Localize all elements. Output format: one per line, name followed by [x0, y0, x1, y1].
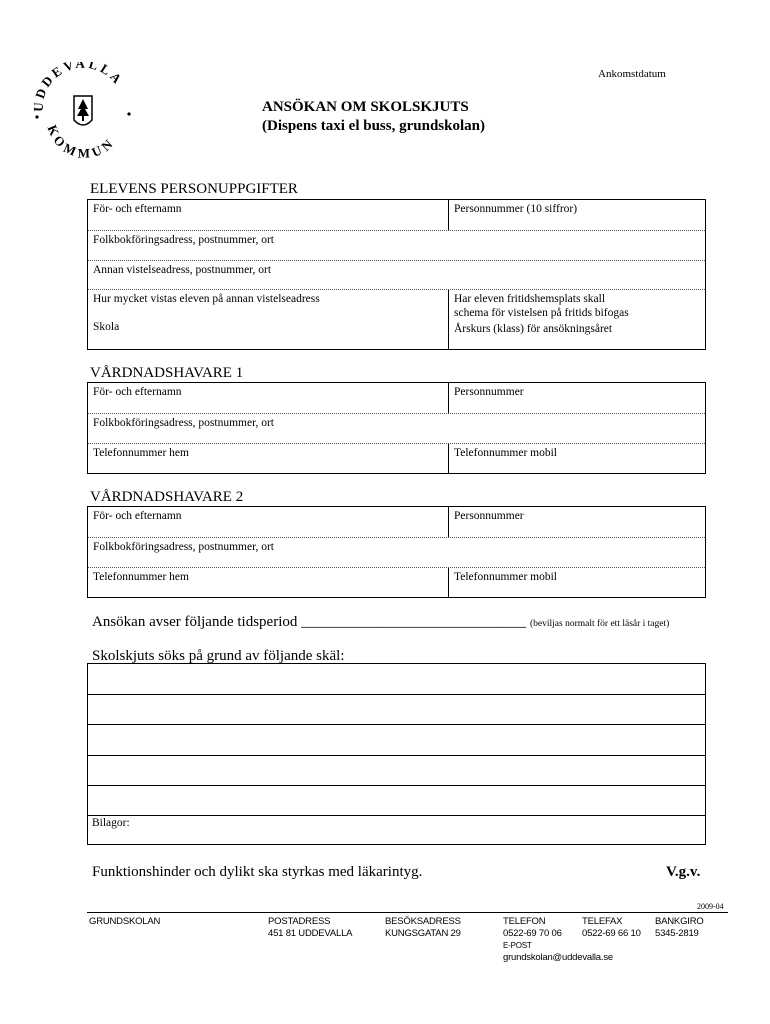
- field-label: Hur mycket vistas eleven på annan vistelseadress: [93, 293, 320, 305]
- field-label: Telefonnummer hem: [93, 571, 189, 583]
- student-section-heading: ELEVENS PERSONUPPGIFTER: [90, 181, 298, 197]
- footer-postal-label: POSTADRESS: [268, 916, 331, 927]
- guardian2-name-field[interactable]: [88, 507, 448, 537]
- footer-bank-value: 5345-2819: [655, 928, 699, 939]
- footer-phone-label: TELEFON: [503, 916, 546, 927]
- field-label: För- och efternamn: [93, 386, 182, 398]
- field-label: Årskurs (klass) för ansökningsåret: [454, 323, 613, 335]
- guardian1-phone-mobile-field[interactable]: [448, 444, 705, 473]
- student-school-field[interactable]: [88, 318, 448, 350]
- student-other-address-field[interactable]: [88, 261, 705, 289]
- field-label: Telefonnummer mobil: [454, 447, 557, 459]
- student-name-field[interactable]: [88, 200, 448, 230]
- student-extra-row: [88, 289, 705, 349]
- period-field[interactable]: Ansökan avser följande tidsperiod ______________________________: [92, 614, 527, 630]
- period-note: (beviljas normalt för ett läsår i taget): [530, 619, 670, 629]
- footer-visit-label: BESÖKSADRESS: [385, 916, 461, 927]
- guardian1-box: [87, 382, 706, 474]
- guardian2-box: [87, 506, 706, 598]
- footer-visit: [385, 916, 461, 940]
- footer-postal: [268, 916, 352, 940]
- guardian2-pnr-field[interactable]: [448, 507, 705, 537]
- footer-visit-value: KUNGSGATAN 29: [385, 928, 461, 939]
- student-afterschool-field[interactable]: [448, 290, 705, 350]
- guardian1-heading: VÅRDNADSHAVARE 1: [90, 365, 244, 381]
- guardian1-name-field[interactable]: [88, 383, 448, 413]
- footer-postal-value: 451 81 UDDEVALLA: [268, 928, 353, 939]
- guardian2-phone-mobile-field[interactable]: [448, 568, 705, 597]
- guardian2-phone-row: [88, 567, 705, 597]
- svg-text:KOMMUN: KOMMUN: [44, 122, 119, 161]
- field-label: Skola: [93, 321, 120, 333]
- grade-field[interactable]: [454, 322, 700, 336]
- field-label: Annan vistelseadress, postnummer, ort: [93, 264, 272, 276]
- footer-org: GRUNDSKOLAN: [89, 916, 161, 927]
- student-pnr-field[interactable]: [448, 200, 705, 230]
- footer-phone-value: 0522-69 70 06: [503, 928, 562, 939]
- attachments-label: Bilagor:: [92, 817, 130, 829]
- field-label: Personnummer: [454, 386, 524, 398]
- arrival-date-label: Ankomstdatum: [598, 68, 666, 80]
- form-version: 2009-04: [697, 902, 724, 911]
- municipality-logo: [28, 62, 138, 162]
- guardian1-phone-row: [88, 443, 705, 473]
- field-label: Folkbokföringsadress, postnummer, ort: [93, 234, 274, 246]
- reason-line: [88, 785, 705, 786]
- footer-divider: [87, 912, 728, 913]
- guardian2-heading: VÅRDNADSHAVARE 2: [90, 489, 244, 505]
- guardian1-name-row: [88, 383, 705, 413]
- guardian2-phone-home-field[interactable]: [88, 568, 448, 597]
- field-label: För- och efternamn: [93, 510, 182, 522]
- field-label: schema för vistelsen på fritids bifogas: [454, 307, 629, 319]
- student-address-row: [88, 230, 705, 260]
- footer-email-value[interactable]: grundskolan@uddevalla.se: [503, 952, 613, 963]
- guardian2-address-field[interactable]: [88, 538, 705, 567]
- student-name-row: [88, 200, 705, 230]
- student-box: [87, 199, 706, 350]
- svg-text:UDDEVALLA: UDDEVALLA: [30, 62, 127, 113]
- reason-line: [88, 724, 705, 725]
- field-label: Telefonnummer hem: [93, 447, 189, 459]
- student-other-address-row: [88, 260, 705, 289]
- reasons-box[interactable]: [87, 663, 706, 845]
- form-subtitle: (Dispens taxi el buss, grundskolan): [262, 118, 485, 134]
- footer-bank: [655, 916, 704, 940]
- guardian1-phone-home-field[interactable]: [88, 444, 448, 473]
- footer-bank-label: BANKGIRO: [655, 916, 704, 927]
- guardian1-pnr-field[interactable]: [448, 383, 705, 413]
- turn-over-note: V.g.v.: [666, 864, 701, 880]
- field-label: Personnummer (10 siffror): [454, 203, 578, 215]
- footer-fax: [582, 916, 641, 940]
- field-label: Personnummer: [454, 510, 524, 522]
- footer-fax-value: 0522-69 66 10: [582, 928, 641, 939]
- field-label: För- och efternamn: [93, 203, 182, 215]
- footer-fax-label: TELEFAX: [582, 916, 623, 927]
- field-label: Folkbokföringsadress, postnummer, ort: [93, 417, 274, 429]
- reasons-heading: Skolskjuts söks på grund av följande skäl:: [92, 648, 345, 664]
- form-title: ANSÖKAN OM SKOLSKJUTS: [262, 99, 469, 115]
- reason-line: [88, 694, 705, 695]
- guardian2-address-row: [88, 537, 705, 567]
- field-label: Har eleven fritidshemsplats skall: [454, 293, 606, 305]
- medical-certificate-note: Funktionshinder och dylikt ska styrkas med läkarintyg.: [92, 864, 423, 880]
- student-address-field[interactable]: [88, 231, 705, 260]
- guardian1-address-row: [88, 413, 705, 443]
- reason-line: [88, 815, 705, 816]
- field-label: Telefonnummer mobil: [454, 571, 557, 583]
- footer-email-label: E-POST: [503, 941, 532, 950]
- guardian2-name-row: [88, 507, 705, 537]
- guardian1-address-field[interactable]: [88, 414, 705, 443]
- field-label: Folkbokföringsadress, postnummer, ort: [93, 541, 274, 553]
- reason-line: [88, 755, 705, 756]
